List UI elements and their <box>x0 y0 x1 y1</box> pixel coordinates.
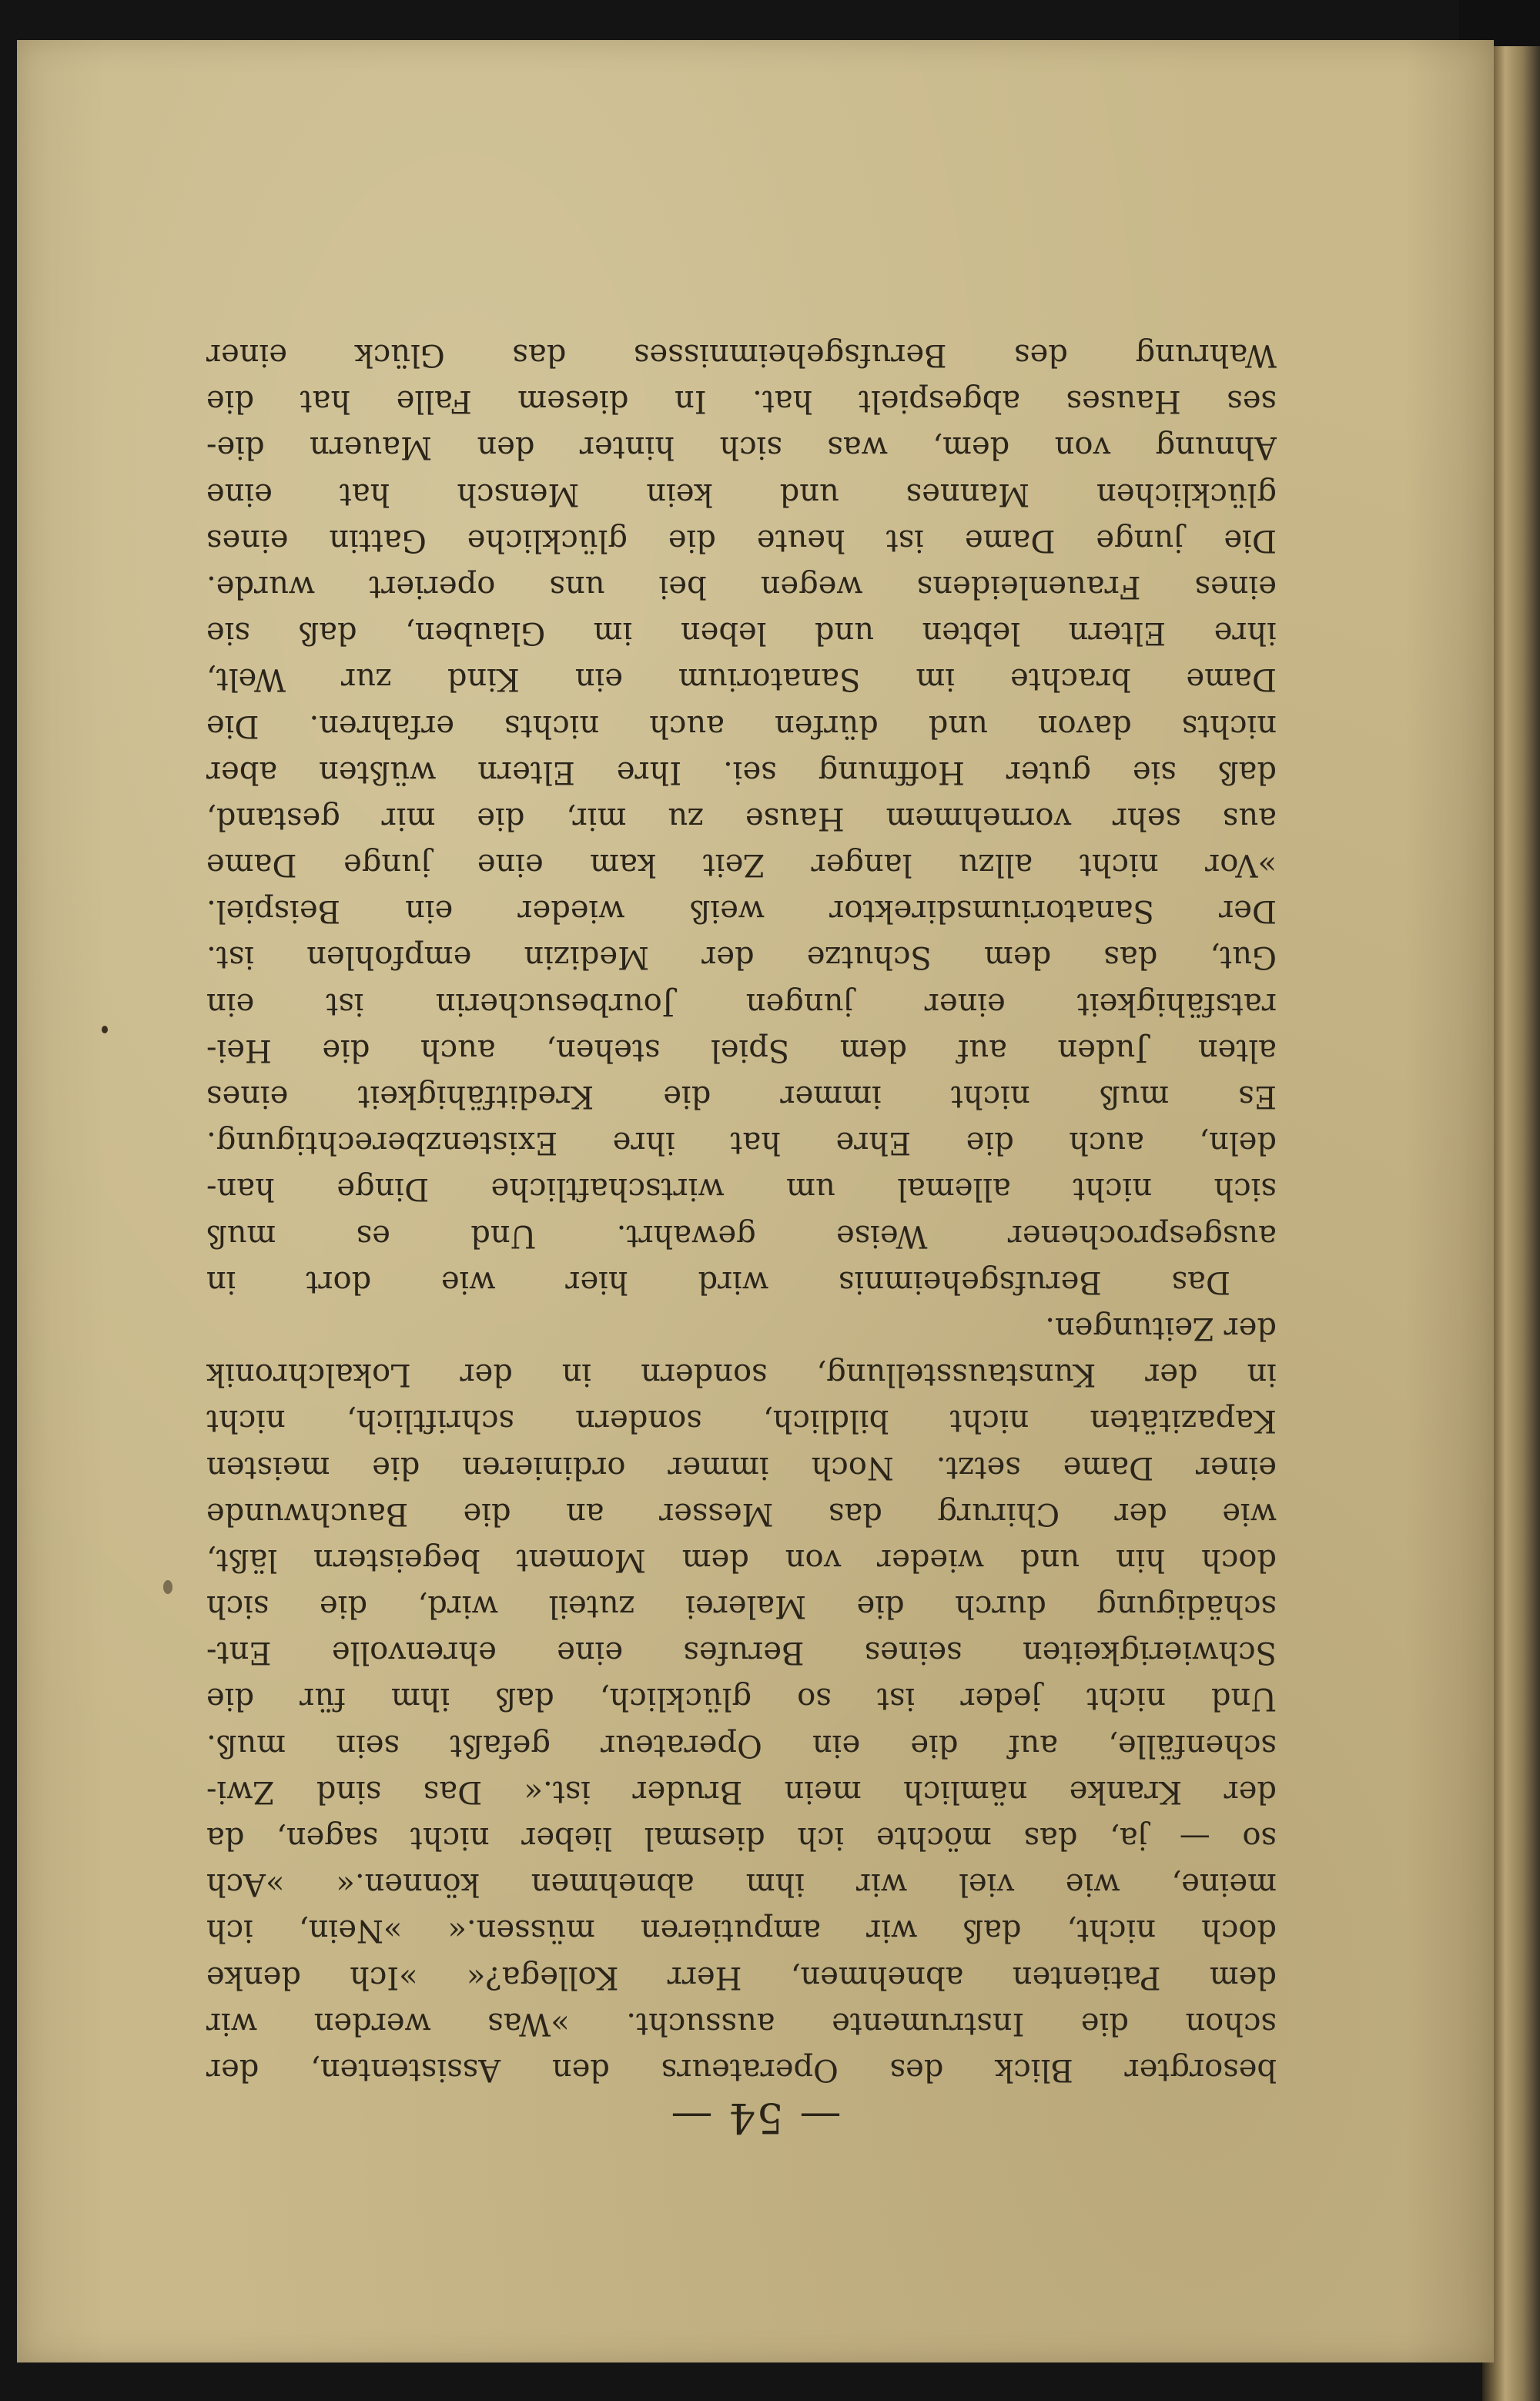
text-line: wie der Chirurg das Messer an die Bauchwunde <box>206 1495 1277 1532</box>
text-line: in der Kunstausstellung, sondern in der Lokalchronik <box>206 1357 1277 1393</box>
text-line: doch nicht, daß wir amputieren müssen.« »Nein, ich <box>206 1913 1277 1949</box>
text-line: ratsfähigkeit einer jungen Jourbesucherin ist ein <box>206 986 1277 1022</box>
text-line: so — ja, das möchte ich diesmal lieber nicht sagen, da <box>206 1820 1277 1857</box>
scan-background-corner <box>1459 0 1540 46</box>
text-line: aus sehr vornehmem Hause zu mir, die mir gestand, <box>206 800 1277 836</box>
text-line: schon die Instrumente aussucht. »Was werden wir <box>206 2005 1277 2041</box>
text-line: Schwierigkeiten seines Berufes eine ehrenvolle Ent- <box>206 1635 1277 1671</box>
text-line: Ahnung von dem, was sich hinter den Mauern die- <box>206 430 1277 466</box>
text-line: Das Berufsgeheimnis wird hier wie dort in <box>206 1264 1230 1300</box>
text-line: sich nicht allemal um wirtschaftliche Dinge han- <box>206 1171 1277 1207</box>
text-line: Die junge Dame ist heute die glückliche Gattin eines <box>206 522 1277 558</box>
text-line: deln, auch die Ehre hat ihre Existenzberechtigung. <box>206 1125 1277 1161</box>
book-page <box>17 40 1494 2362</box>
text-line: Gut, das dem Schutze der Medizin empfohlen ist. <box>206 939 1277 976</box>
text-line: ihre Eltern lebten und leben im Glauben, daß sie <box>206 615 1277 651</box>
paper-speck <box>163 1580 172 1594</box>
text-line: meine, wie viel wir ihm abnehmen können.« »Ach <box>206 1867 1277 1903</box>
text-line: der Kranke nämlich mein Bruder ist.« Das sind Zwi- <box>206 1773 1277 1810</box>
text-line: schädigung durch die Malerei zuteil wird, die sich <box>206 1589 1277 1625</box>
upside-down-page-content <box>17 40 1494 2362</box>
text-line: Wahrung des Berufsgeheimnisses das Glück einer <box>206 337 1277 373</box>
text-line: glücklichen Mannes und kein Mensch hat eine <box>206 476 1277 512</box>
text-line: eines Frauenleidens wegen bei uns operiert wurde. <box>206 569 1277 604</box>
text-line: dem Patienten abnehmen, Herr Kollega?« »Ich denke <box>206 1959 1277 1995</box>
text-line: einer Dame setzt. Noch immer ordinieren die meisten <box>206 1449 1277 1485</box>
text-line: schenfälle, auf die ein Operateur gefaßt sein muß. <box>206 1727 1277 1763</box>
text-line: ses Hauses abgespielt hat. In diesem Falle hat die <box>206 383 1277 420</box>
text-line: ausgesprochener Weise gewahrt. Und es muß <box>206 1217 1277 1254</box>
paper-speck <box>102 1026 108 1033</box>
text-line: nichts davon und dürfen auch nichts erfahren. Die <box>206 708 1277 744</box>
text-line: »Vor nicht allzu langer Zeit kam eine junge Dame <box>206 847 1277 883</box>
text-line: Und nicht jeder ist so glücklich, daß ihm für die <box>206 1681 1277 1717</box>
text-line: Kapazitäten nicht bildlich, sondern schriftlich, nicht <box>206 1403 1277 1439</box>
text-line: Dame brachte im Sanatorium ein Kind zur Welt, <box>206 661 1277 698</box>
text-line: Es muß nicht immer die Kreditfähigkeit eines <box>206 1079 1277 1115</box>
body-text <box>206 332 1277 2093</box>
text-line: besorgter Blick des Operateurs den Assistenten, der <box>206 2052 1277 2088</box>
text-line: der Zeitungen. <box>1045 1311 1277 1346</box>
text-line: doch hin und wieder von dem Moment begeistern läßt, <box>206 1542 1277 1578</box>
text-line: alten Juden auf dem Spiel stehen, auch die Hei- <box>206 1032 1277 1068</box>
text-line: Der Sanatoriumsdirektor weiß wieder ein Beispiel. <box>206 893 1277 929</box>
page-number: — 54 — <box>669 2094 842 2142</box>
text-line: daß sie guter Hoffnung sei. Ihre Eltern wüßten aber <box>206 754 1277 790</box>
